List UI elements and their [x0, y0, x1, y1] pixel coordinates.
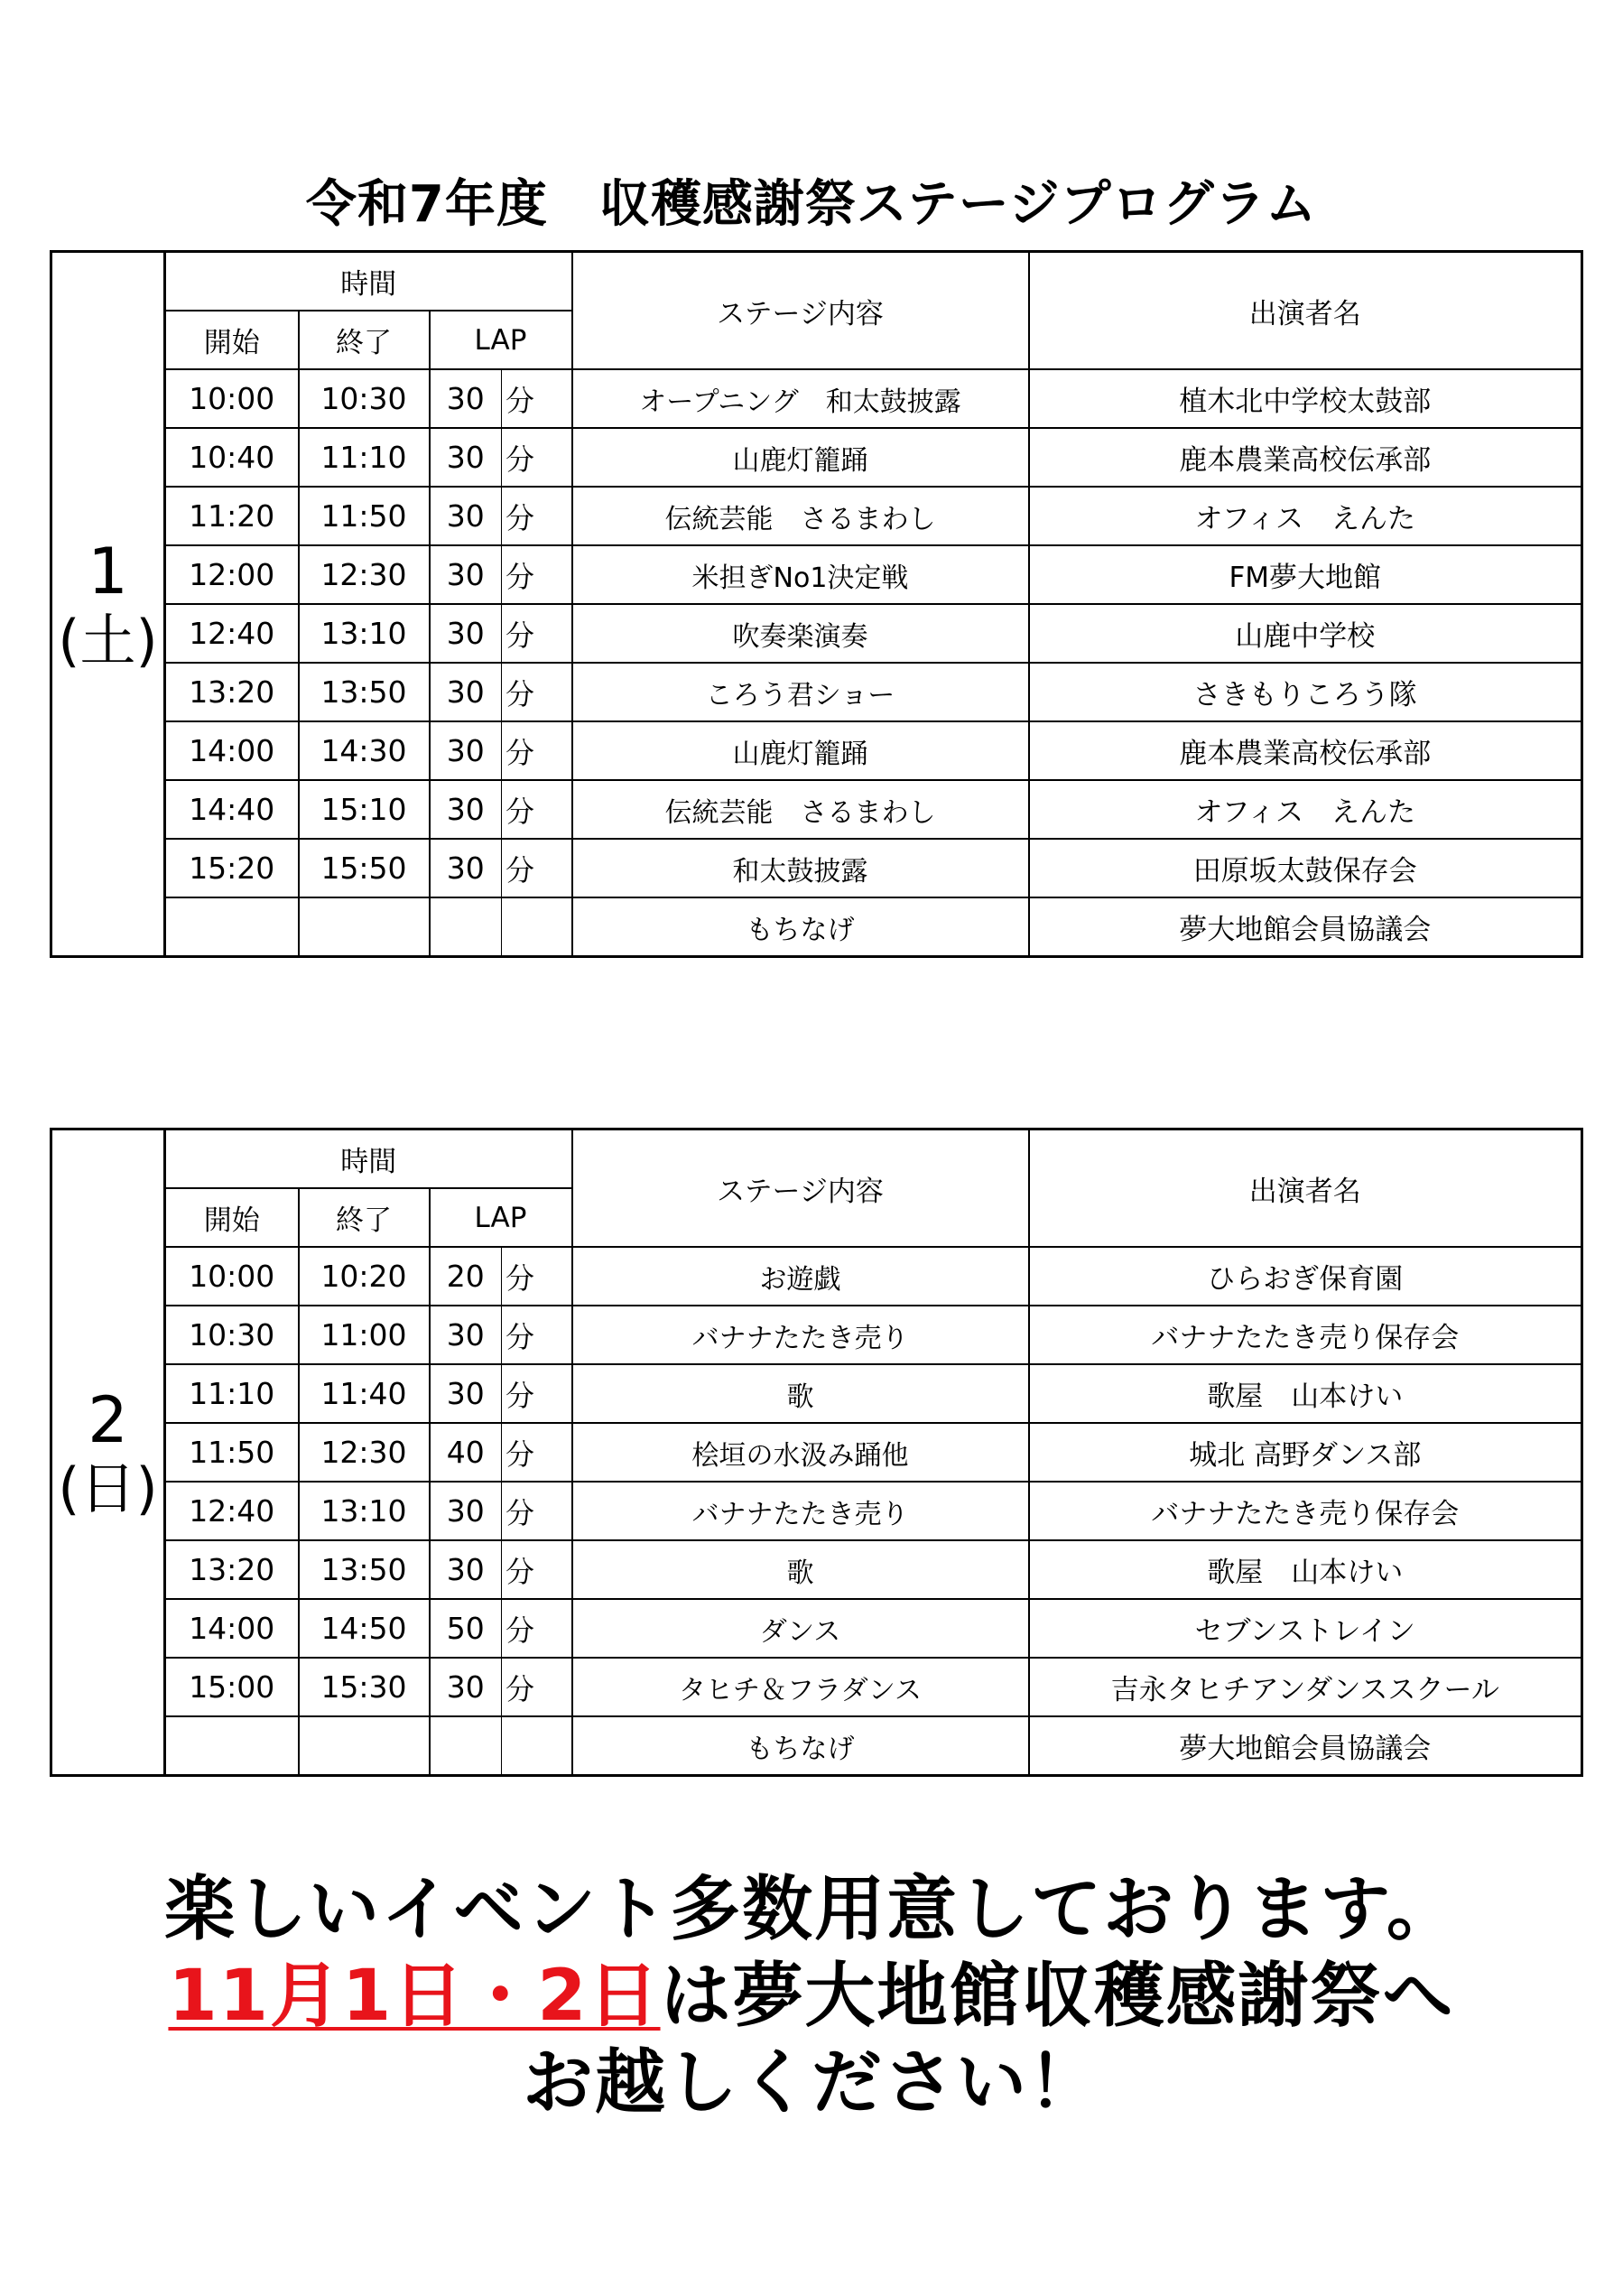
stage-content: 歌 [572, 1364, 1029, 1423]
lap-unit: 分 [502, 663, 572, 721]
performer-name: 吉永タヒチアンダンススクール [1029, 1658, 1582, 1716]
lap-minutes: 30 [430, 369, 502, 428]
lap-unit: 分 [502, 545, 572, 604]
end-time: 14:30 [299, 721, 430, 780]
end-time: 13:10 [299, 1482, 430, 1540]
schedule-table-day1 [50, 250, 1583, 958]
table-row [51, 1423, 1582, 1482]
lap-unit: 分 [502, 487, 572, 545]
lap-unit [502, 1716, 572, 1776]
start-time: 12:40 [165, 604, 299, 663]
end-time: 15:50 [299, 839, 430, 897]
table-row [51, 369, 1582, 428]
stage-content: 米担ぎNo1決定戦 [572, 545, 1029, 604]
lap-minutes: 30 [430, 545, 502, 604]
stage-content: オープニング 和太鼓披露 [572, 369, 1029, 428]
table-row [51, 545, 1582, 604]
table-row [51, 428, 1582, 487]
schedule-table-day2 [50, 1128, 1583, 1777]
schedule-body-day1 [51, 252, 1582, 957]
day-weekday: (土) [58, 607, 158, 674]
table-row [51, 721, 1582, 780]
start-time: 12:00 [165, 545, 299, 604]
end-time [299, 897, 430, 957]
day-label [51, 1129, 165, 1776]
end-time: 11:10 [299, 428, 430, 487]
end-time: 14:50 [299, 1599, 430, 1658]
stage-content: タヒチ＆フラダンス [572, 1658, 1029, 1716]
lap-unit: 分 [502, 428, 572, 487]
performer-name: FM夢大地館 [1029, 545, 1582, 604]
end-time: 10:20 [299, 1247, 430, 1306]
footer-line-3: お越しください！ [522, 2042, 1100, 2124]
performer-name: バナナたたき売り保存会 [1029, 1306, 1582, 1364]
footer-line-2-rest: は夢大地館収穫感謝祭へ [660, 1956, 1455, 2037]
lap-minutes: 30 [430, 839, 502, 897]
stage-content: バナナたたき売り [572, 1306, 1029, 1364]
end-time: 11:00 [299, 1306, 430, 1364]
start-time: 14:40 [165, 780, 299, 839]
end-time: 11:40 [299, 1364, 430, 1423]
stage-content: 山鹿灯籠踊 [572, 428, 1029, 487]
lap-unit: 分 [502, 1306, 572, 1364]
start-time: 10:00 [165, 369, 299, 428]
table-row [51, 663, 1582, 721]
start-time: 14:00 [165, 721, 299, 780]
header-time: 時間 [165, 252, 572, 311]
lap-unit: 分 [502, 1540, 572, 1599]
page-title: 令和7年度 収穫感謝祭ステージプログラム [305, 175, 1318, 234]
footer-line-1: 楽しいイベント多数用意しております。 [164, 1869, 1459, 1950]
performer-name: オフィス えんた [1029, 780, 1582, 839]
stage-content: 桧垣の水汲み踊他 [572, 1423, 1029, 1482]
lap-minutes: 30 [430, 487, 502, 545]
start-time: 14:00 [165, 1599, 299, 1658]
stage-content: お遊戯 [572, 1247, 1029, 1306]
table-row [51, 487, 1582, 545]
table-row [51, 1306, 1582, 1364]
lap-minutes [430, 897, 502, 957]
end-time: 12:30 [299, 545, 430, 604]
lap-minutes: 40 [430, 1423, 502, 1482]
start-time: 10:40 [165, 428, 299, 487]
stage-content: 伝統芸能 さるまわし [572, 487, 1029, 545]
table-row [51, 1364, 1582, 1423]
lap-minutes: 30 [430, 780, 502, 839]
end-time: 11:50 [299, 487, 430, 545]
header-performer: 出演者名 [1029, 1129, 1582, 1248]
performer-name: セブンストレイン [1029, 1599, 1582, 1658]
header-lap: LAP [430, 1188, 572, 1247]
end-time: 13:50 [299, 1540, 430, 1599]
header-performer: 出演者名 [1029, 252, 1582, 370]
start-time: 10:00 [165, 1247, 299, 1306]
performer-name: 歌屋 山本けい [1029, 1540, 1582, 1599]
table-row [51, 1658, 1582, 1716]
day-number: 1 [88, 534, 128, 609]
stage-content: ダンス [572, 1599, 1029, 1658]
performer-name: 夢大地館会員協議会 [1029, 897, 1582, 957]
performer-name: 夢大地館会員協議会 [1029, 1716, 1582, 1776]
lap-unit: 分 [502, 1247, 572, 1306]
header-end: 終了 [299, 311, 430, 369]
lap-unit: 分 [502, 839, 572, 897]
performer-name: バナナたたき売り保存会 [1029, 1482, 1582, 1540]
header-end: 終了 [299, 1188, 430, 1247]
lap-unit [502, 897, 572, 957]
lap-minutes: 50 [430, 1599, 502, 1658]
performer-name: 鹿本農業高校伝承部 [1029, 721, 1582, 780]
end-time: 10:30 [299, 369, 430, 428]
lap-minutes: 30 [430, 1364, 502, 1423]
end-time: 13:50 [299, 663, 430, 721]
stage-content: バナナたたき売り [572, 1482, 1029, 1540]
lap-minutes: 30 [430, 721, 502, 780]
table-row [51, 1482, 1582, 1540]
end-time [299, 1716, 430, 1776]
stage-content: ころう君ショー [572, 663, 1029, 721]
table-row [51, 780, 1582, 839]
lap-unit: 分 [502, 369, 572, 428]
lap-unit: 分 [502, 780, 572, 839]
performer-name: 鹿本農業高校伝承部 [1029, 428, 1582, 487]
lap-minutes: 30 [430, 604, 502, 663]
lap-unit: 分 [502, 1423, 572, 1482]
lap-unit: 分 [502, 721, 572, 780]
performer-name: ひらおぎ保育園 [1029, 1247, 1582, 1306]
start-time: 11:50 [165, 1423, 299, 1482]
performer-name: 田原坂太鼓保存会 [1029, 839, 1582, 897]
performer-name: オフィス えんた [1029, 487, 1582, 545]
header-start: 開始 [165, 311, 299, 369]
header-row [51, 1129, 1582, 1189]
event-dates: 11月1日・2日 [168, 1956, 661, 2037]
stage-content: 和太鼓披露 [572, 839, 1029, 897]
performer-name: 歌屋 山本けい [1029, 1364, 1582, 1423]
lap-unit: 分 [502, 1482, 572, 1540]
schedule-body-day2 [51, 1129, 1582, 1776]
stage-content: 伝統芸能 さるまわし [572, 780, 1029, 839]
header-lap: LAP [430, 311, 572, 369]
start-time: 15:20 [165, 839, 299, 897]
performer-name: 植木北中学校太鼓部 [1029, 369, 1582, 428]
stage-content: 歌 [572, 1540, 1029, 1599]
lap-minutes [430, 1716, 502, 1776]
lap-minutes: 20 [430, 1247, 502, 1306]
lap-minutes: 30 [430, 663, 502, 721]
lap-minutes: 30 [430, 1482, 502, 1540]
start-time: 11:10 [165, 1364, 299, 1423]
lap-unit: 分 [502, 1364, 572, 1423]
start-time [165, 897, 299, 957]
day-label [51, 252, 165, 957]
table-row [51, 604, 1582, 663]
start-time: 12:40 [165, 1482, 299, 1540]
day-weekday: (日) [58, 1455, 158, 1522]
performer-name: 城北 高野ダンス部 [1029, 1423, 1582, 1482]
table-row [51, 1540, 1582, 1599]
end-time: 13:10 [299, 604, 430, 663]
header-content: ステージ内容 [572, 1129, 1029, 1248]
stage-content: もちなげ [572, 1716, 1029, 1776]
lap-minutes: 30 [430, 1540, 502, 1599]
end-time: 15:30 [299, 1658, 430, 1716]
header-row [51, 252, 1582, 311]
start-time: 11:20 [165, 487, 299, 545]
table-row [51, 839, 1582, 897]
start-time [165, 1716, 299, 1776]
header-start: 開始 [165, 1188, 299, 1247]
stage-content: 吹奏楽演奏 [572, 604, 1029, 663]
stage-content: 山鹿灯籠踊 [572, 721, 1029, 780]
performer-name: さきもりころう隊 [1029, 663, 1582, 721]
header-content: ステージ内容 [572, 252, 1029, 370]
table-row [51, 1716, 1582, 1776]
end-time: 12:30 [299, 1423, 430, 1482]
start-time: 13:20 [165, 1540, 299, 1599]
header-time: 時間 [165, 1129, 572, 1189]
start-time: 15:00 [165, 1658, 299, 1716]
start-time: 13:20 [165, 663, 299, 721]
lap-minutes: 30 [430, 1658, 502, 1716]
table-row [51, 1599, 1582, 1658]
lap-minutes: 30 [430, 1306, 502, 1364]
day-number: 2 [88, 1382, 128, 1457]
lap-minutes: 30 [430, 428, 502, 487]
table-row [51, 897, 1582, 957]
lap-unit: 分 [502, 1599, 572, 1658]
performer-name: 山鹿中学校 [1029, 604, 1582, 663]
start-time: 10:30 [165, 1306, 299, 1364]
end-time: 15:10 [299, 780, 430, 839]
stage-content: もちなげ [572, 897, 1029, 957]
table-row [51, 1247, 1582, 1306]
lap-unit: 分 [502, 604, 572, 663]
lap-unit: 分 [502, 1658, 572, 1716]
